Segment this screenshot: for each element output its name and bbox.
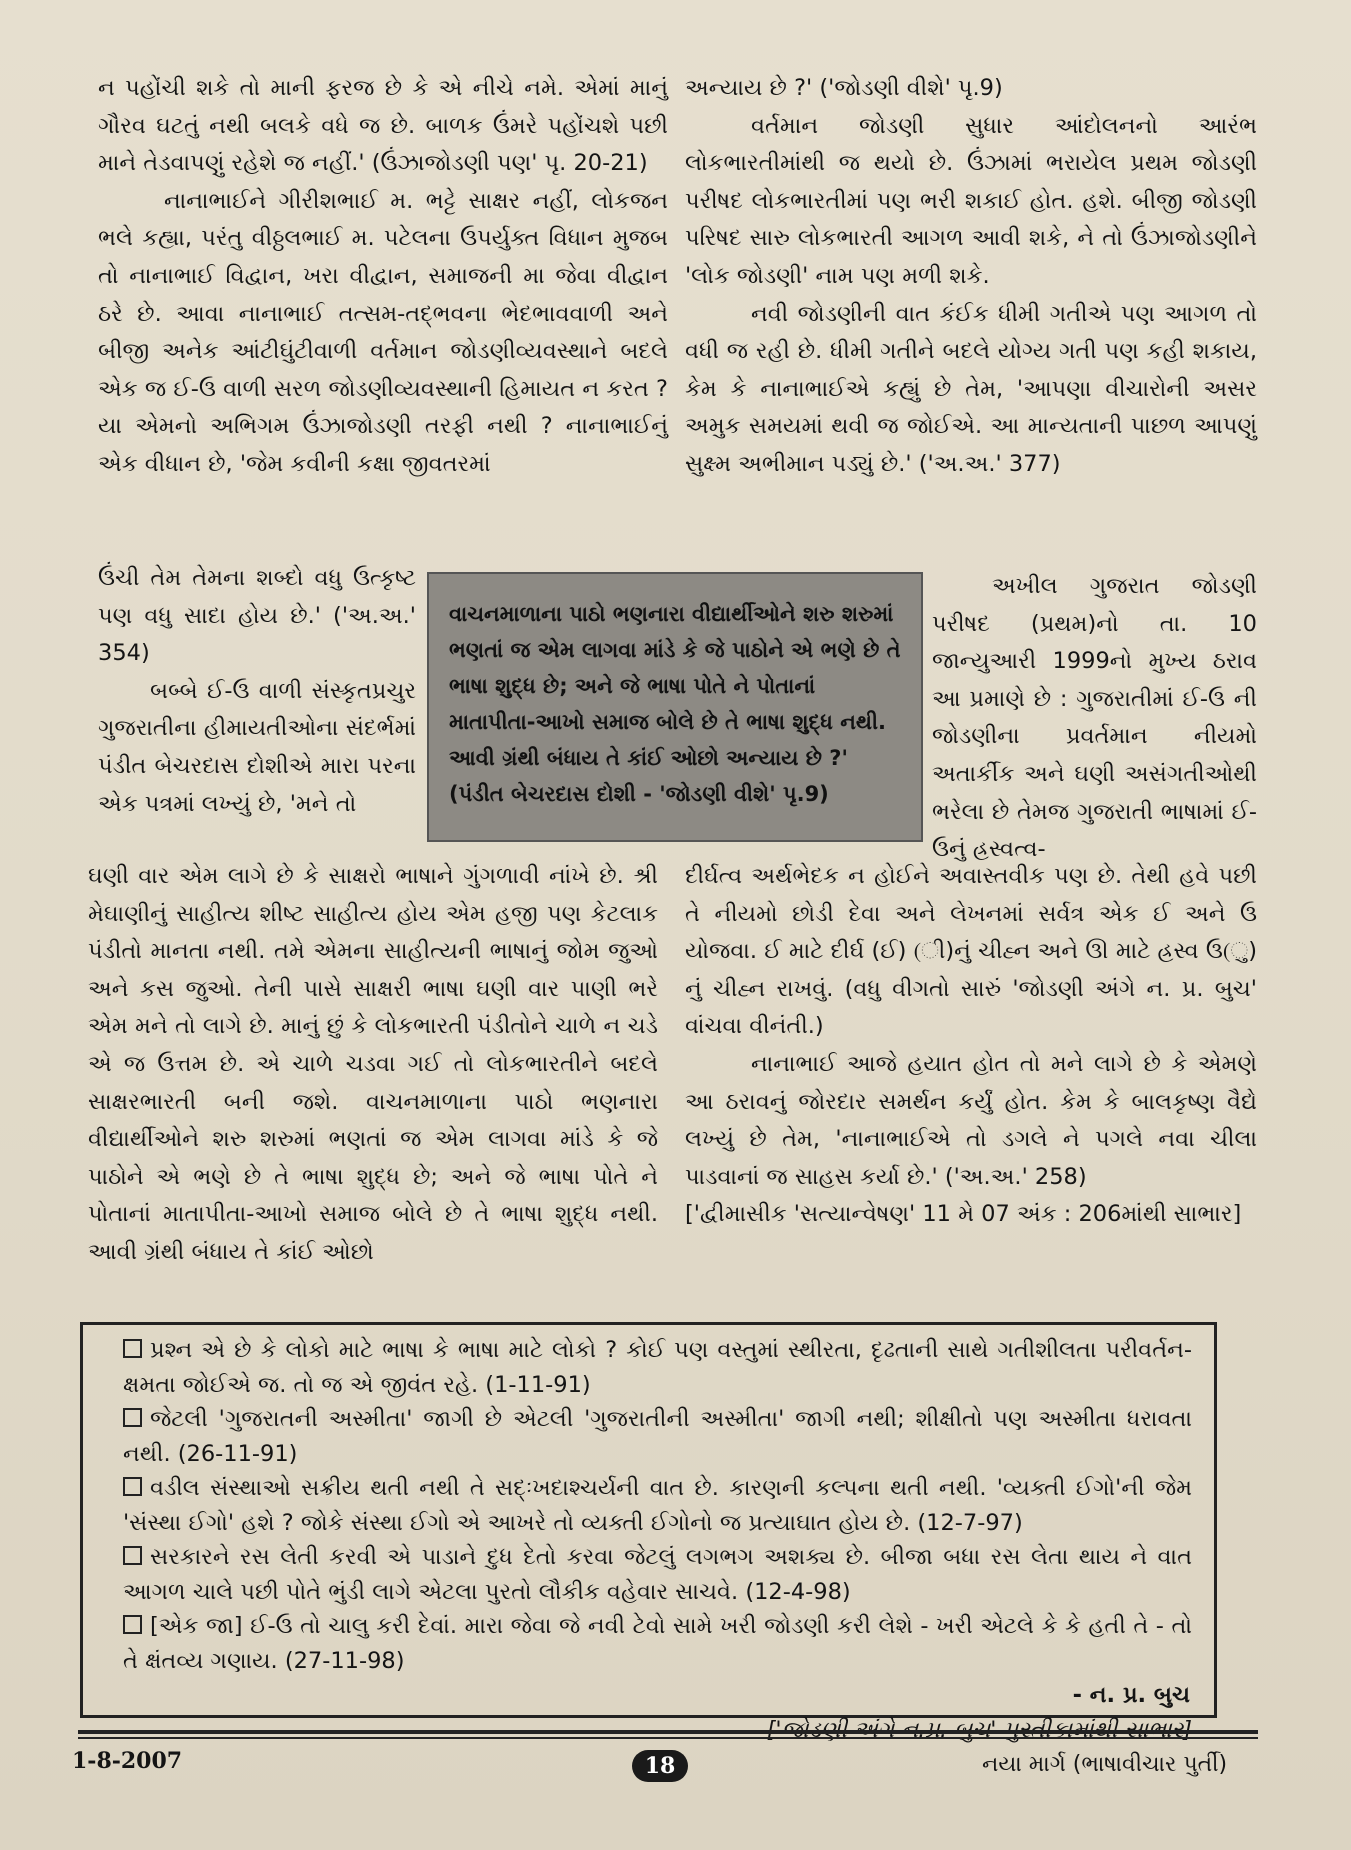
source-credit: ['દ્વીમાસીક 'સત્યાન્વેષણ' 11 મે 07 અંક : 206માંથી સાભાર]: [685, 1201, 1242, 1228]
right-column-upper: [685, 70, 1257, 484]
paragraph: ઉંચી તેમ તેમના શબ્દો વધુ ઉત્કૃષ્ટ પણ વધુ સાદા હોય છે.' ('અ.અ.' 354): [98, 565, 416, 667]
quote-item: જેટલી 'ગુજરાતની અસ્મીતા' જાગી છે એટલી 'ગુજરાતીની અસ્મીતા' જાગી નથી; શીક્ષીતો પણ અસ્મીતા ધરાવતા નથી. (26-11-91): [123, 1406, 1192, 1467]
footer-divider: [78, 1730, 1258, 1734]
left-column-lower: [88, 858, 658, 1272]
left-wrap-column: [98, 560, 416, 823]
paragraph: ઘણી વાર એમ લાગે છે કે સાક્ષરો ભાષાને ગુંગળાવી નાંખે છે. શ્રી મેઘાણીનું સાહીત્ય શીષ્ટ સાહીત્ય હોય એમ હજી પણ કેટલાક પંડીતો માનતા નથી. તમે એમના સાહીત્યની ભાષાનું જોમ જુઓ અને કસ જુઓ. તેની પાસે સાક્ષરી ભાષા ઘણી વાર પાણી ભરે એમ મને તો લાગે છે. માનું છું કે લોકભારતી પંડીતોને ચાળે ન ચડે એ જ ઉત્તમ છે. એ ચાળે ચડવા ગઈ તો લોકભારતીને બદલે સાક્ષરભારતી બની જશે. વાચનમાળાના પાઠો ભણનારા વીદ્યાર્થીઓને શરુ શરુમાં ભણતાં જ એમ લાગવા માંડે કે જે પાઠોને એ ભણે છે તે ભાષા શુદ્ધ છે; અને જે ભાષા પોતે ને પોતાનાં માતાપીતા-આખો સમાજ બોલે છે તે ભાષા શુદ્ધ નથી. આવી ગ્રંથી બંધાય તે કાંઈ ઓછો: [88, 863, 658, 1265]
page-number: 18: [632, 1750, 688, 1782]
checkbox-icon: [123, 1477, 142, 1496]
paragraph: વર્તમાન જોડણી સુધાર આંદોલનનો આરંભ લોકભારતીમાંથી જ થયો છે. ઉંઝામાં ભરાયેલ પ્રથમ જોડણી પરીષદ લોકભારતીમાં પણ ભરી શકાઈ હોત. હશે. બીજી જોડણી પરિષદ સારુ લોકભારતી આગળ આવી શકે, ને તો ઉંઝાજોડણીને 'લોક જોડણી' નામ પણ મળી શકે.: [685, 112, 1257, 289]
author-signature: - ન. પ્ર. બુચ: [1072, 1682, 1190, 1708]
right-wrap-column: [932, 568, 1257, 869]
pull-quote-citation: (પંડીત બેચરદાસ દોશી - 'જોડણી વીશે' પૃ.9): [449, 782, 829, 806]
left-column-upper: [98, 70, 668, 484]
quotes-box: [80, 1322, 1217, 1718]
paragraph: અન્યાય છે ?' ('જોડણી વીશે' પૃ.9): [685, 75, 1003, 101]
quote-item: વડીલ સંસ્થાઓ સક્રીય થતી નથી તે સદ્ઃખદાશ્ચર્યની વાત છે. કારણની કલ્પના થતી નથી. 'વ્યક્તી ઈગો'ની જેમ 'સંસ્થા ઈગો' હશે ? જોકે સંસ્થા ઈગો એ આખરે તો વ્યક્તી ઈગોનો જ પ્રત્યાઘાત હોય છે. (12-7-97): [123, 1475, 1192, 1536]
quote-item: પ્રશ્ન એ છે કે લોકો માટે ભાષા કે ભાષા માટે લોકો ? કોઈ પણ વસ્તુમાં સ્થીરતા, દૃઢતાની સાથે ગતીશીલતા પરીવર્તન-ક્ષમતા જોઈએ જ. તો જ એ જીવંત રહે. (1-11-91): [123, 1337, 1192, 1398]
quote-item: [એક જા] ઈ-ઉ તો ચાલુ કરી દેવાં. મારા જેવા જે નવી ટેવો સામે ખરી જોડણી કરી લેશે - ખરી એટલે કે કે હતી તે - તો તે ક્ષંતવ્ય ગણાય. (27-11-98): [123, 1613, 1192, 1674]
checkbox-icon: [123, 1339, 142, 1358]
paragraph: બબ્બે ઈ-ઉ વાળી સંસ્કૃતપ્રચુર ગુજરાતીના હીમાયતીઓના સંદર્ભમાં પંડીત બેચરદાસ દોશીએ મારા પરના એક પત્રમાં લખ્યું છે, 'મને તો: [98, 677, 416, 817]
quote-item: સરકારને રસ લેતી કરવી એ પાડાને દુધ દેતો કરવા જેટલું લગભગ અશક્ય છે. બીજા બધા રસ લેતા થાય ને વાત આગળ ચાલે પછી પોતે ભુંડી લાગે એટલા પુરતો લૌકીક વહેવાર સાચવે. (12-4-98): [123, 1544, 1192, 1605]
publication-title: નયા માર્ગ (ભાષાવીચાર પુર્તી): [982, 1752, 1228, 1777]
footer-divider: [78, 1737, 1258, 1739]
paragraph: નવી જોડણીની વાત કંઈક ધીમી ગતીએ પણ આગળ તો વધી જ રહી છે. ધીમી ગતીને બદલે યોગ્ય ગતી પણ કહી શકાય, કેમ કે નાનાભાઈએ કહ્યું છે તેમ, 'આપણા વીચારોની અસર અમુક સમયમાં થવી જ જોઈએ. આ માન્યતાની પાછળ આપણું સુક્ષ્મ અભીમાન પડ્યું છે.' ('અ.અ.' 377): [685, 300, 1257, 477]
pull-quote-text: વાચનમાળાના પાઠો ભણનારા વીદ્યાર્થીઓને શરુ શરુમાં ભણતાં જ એમ લાગવા માંડે કે જે પાઠોને એ ભણે છે તે ભાષા શુદ્ધ છે; અને જે ભાષા પોતે ને પોતાનાં માતાપીતા-આખો સમાજ બોલે છે તે ભાષા શુદ્ધ નથી. આવી ગ્રંથી બંધાય તે કાંઈ ઓછો અન્યાય છે ?': [449, 602, 901, 770]
right-column-lower: [685, 858, 1257, 1234]
pull-quote-box: [427, 572, 923, 842]
checkbox-icon: [123, 1408, 142, 1427]
issue-date: 1-8-2007: [72, 1748, 183, 1774]
paragraph: અખીલ ગુજરાત જોડણી પરીષદ (પ્રથમ)નો તા. 10 જાન્યુઆરી 1999નો મુખ્ય ઠરાવ આ પ્રમાણે છે : ગુજરાતીમાં ઈ-ઉ ની જોડણીના પ્રવર્તમાન નીયમો અતાર્કીક અને ઘણી અસંગતીઓથી ભરેલા છે તેમજ ગુજરાતી ભાષામાં ઈ-ઉનું હ્રસ્વત્વ-: [932, 573, 1257, 863]
paragraph: દીર્ઘત્વ અર્થભેદક ન હોઈને અવાસ્તવીક પણ છે. તેથી હવે પછી તે નીયમો છોડી દેવા અને લેખનમાં સર્વત્ર એક ઈ અને ઉ યોજવા. ઈ માટે દીર્ઘ (ઈ) (ી)નું ચીહ્ન અને ઊ માટે હ્રસ્વ ઉ(ુ) નું ચીહ્ન રાખવું. (વધુ વીગતો સારું 'જોડણી અંગે ન. પ્ર. બુચ' વાંચવા વીનંતી.): [685, 863, 1257, 1040]
paragraph: નાનાભાઈને ગીરીશભાઈ મ. ભટ્ટે સાક્ષર નહીં, લોકજન ભલે કહ્યા, પરંતુ વીઠ્ઠલભાઈ મ. પટેલના ઉપર્યુક્ત વિધાન મુજબ તો નાનાભાઈ વિદ્વાન, ખરા વીદ્વાન, સમાજની મા જેવા વીદ્વાન ઠરે છે. આવા નાનાભાઈ તત્સમ-તદ્ભવના ભેદભાવવાળી અને બીજી અનેક આંટીઘુંટીવાળી વર્તમાન જોડણીવ્યવસ્થાને બદલે એક જ ઈ-ઉ વાળી સરળ જોડણીવ્યવસ્થાની હિમાયત ન કરત ? યા એમનો અભિગમ ઉંઝાજોડણી તરફી નથી ? નાનાભાઈનું એક વીધાન છે, 'જેમ કવીની કક્ષા જીવતરમાં: [98, 187, 668, 477]
paragraph: ન પહોંચી શકે તો માની ફરજ છે કે એ નીચે નમે. એમાં માનું ગૌરવ ઘટતું નથી બલકે વધે જ છે. બાળક ઉંમરે પહોંચશે પછી માને તેડવાપણું રહેશે જ નહીં.' (ઉંઝાજોડણી પણ' પૃ. 20-21): [98, 75, 668, 177]
checkbox-icon: [123, 1615, 142, 1634]
checkbox-icon: [123, 1546, 142, 1565]
paragraph: નાનાભાઈ આજે હયાત હોત તો મને લાગે છે કે એમણે આ ઠરાવનું જોરદાર સમર્થન કર્યું હોત. કેમ કે બાલકૃષ્ણ વૈદ્યે લખ્યું છે તેમ, 'નાનાભાઈએ તો ડગલે ને પગલે નવા ચીલા પાડવાનાં જ સાહસ કર્યા છે.' ('અ.અ.' 258): [685, 1050, 1257, 1190]
